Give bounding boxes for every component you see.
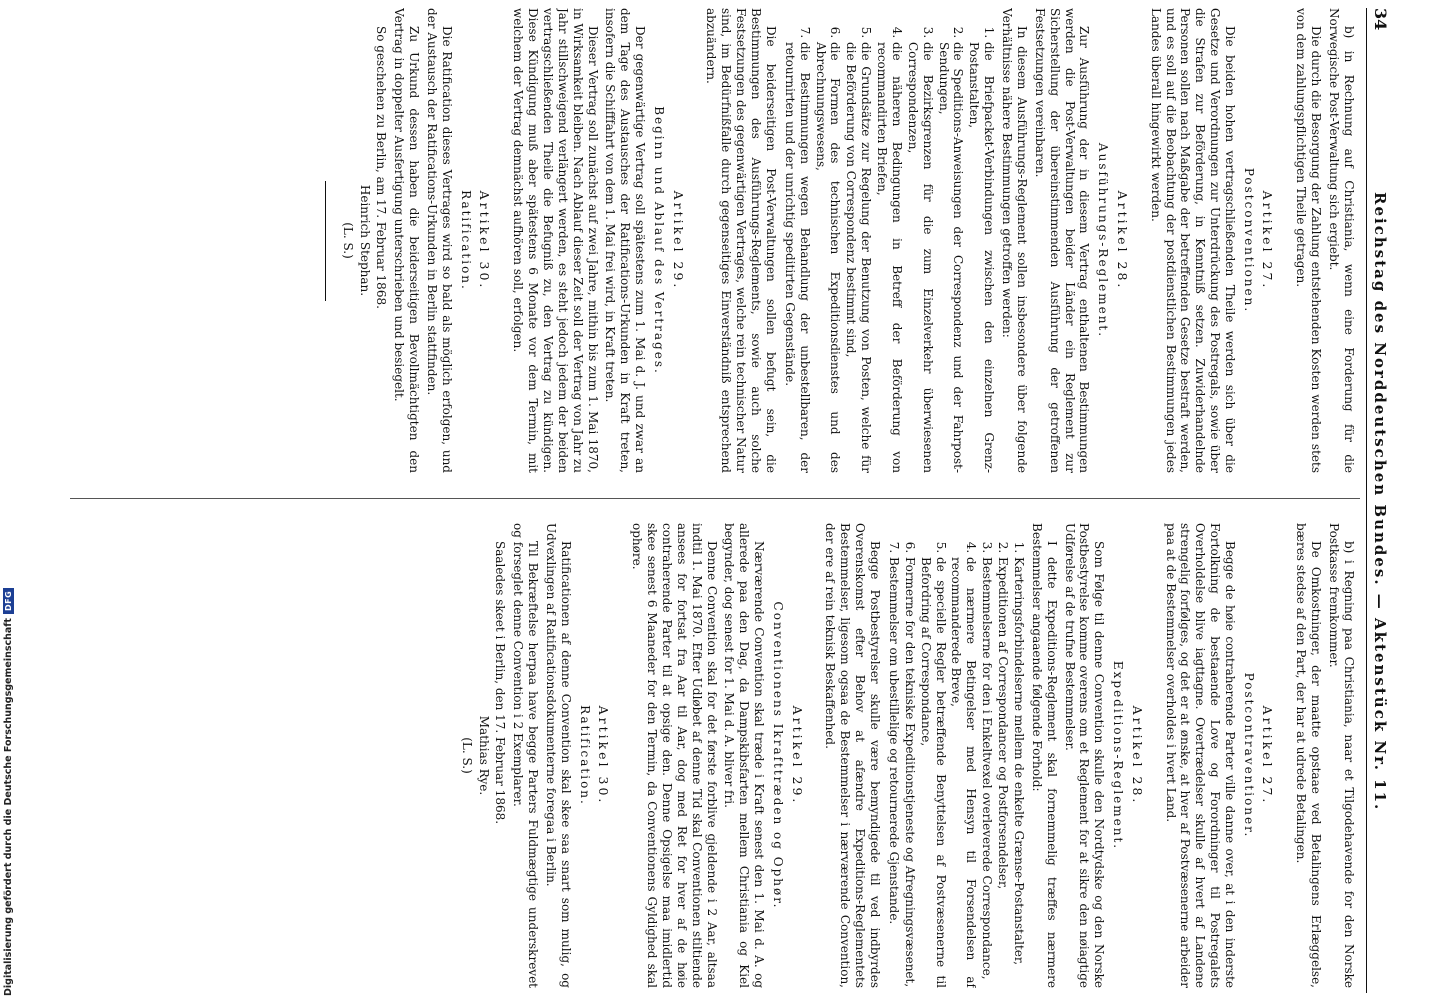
article-29-subheading: Conventionens Ikrafttræden og Ophør. [771,601,786,910]
signatory: Mathias Rye. [476,715,491,796]
document-page [46,8,1396,993]
signatory: Heinrich Stephan. [357,184,372,297]
intro-paragraph: De Omkostninger, der maatte opstaae ved Betalingens Erlæggelse, bæres stedse af den Part, der har at udrede Betalingen. [1294,523,1324,988]
digitization-sidebar [0,0,18,1000]
signing-place: Saaledes skeet i Berlin, den 17. Februar 1868. [493,541,508,825]
article-30-subheading: Ratification. [458,190,473,291]
article-27-subheading: Postcontraventioner. [1242,672,1256,839]
norwegian-column [76,523,1356,988]
article-28-paragraph-1: Som Følge til denne Convention skulle den Nordtydske og den Norske Postbestyrelse komme overens om et Reglement for at sikre den nøiagtige Udførelse af de trufne Bestemmelser. [1062,523,1107,988]
list-item: 5. die Grundsätze zur Regelung der Benutzung von Posten, welche für die Beförderung von Correspondenz bestimmt sind, [844,42,874,473]
sidebar-credit-text: Digitalisierung gefördert durch die Deutsche Forschungsgemeinschaft [3,618,14,996]
article-28-list [782,8,996,473]
article-27-paragraph: Die beiden hohen vertragschließenden Theile werden sich über die Gesetze und Verordnungen zur Unterdrückung des Postregals, sowie über die Strafen zur Beförderung, in Kenntniß setzen. Zuwiderhandelnde Personen sollen nach Maßgabe der betreffenden Gesetze bestraft werden, und es soll auf die Beobachtung der postdienstlichen Bestimmungen jedes Landes überall hingewirkt werden. [1148,8,1238,473]
list-item: 5. de specielle Regler betræffende Benyttelsen af Postvæsenerne til Befordring af Correspondance, [918,557,948,988]
article-28-paragraph-3: Begge Postbestyrelser skulle være bemyndigede til ved indbyrdes Overenskomst efter Behov at afændre Expeditions-Reglementets Bestemmelser, ligesom ogsaa de Bestemmelser i nærværende Convention, der ere af rein teknisk Beskaffenhed. [823,523,883,988]
article-28-paragraph-2: I dette Expeditions-Reglement skal fornemmelig træffes nærmere Bestemmelser angaaende følgende Forhold: [1029,523,1059,988]
page-title: Reichstag des Norddeutschen Bundes. — Aktenstück Nr. 11. [1370,192,1389,812]
article-30-paragraph-2: Til Bekræftelse herpaa have begge Parters Fuldmægtige underskrevet og forseglet denne Convention i 2 Exemplarer. [511,523,541,988]
column-divider [70,498,1360,499]
article-27-heading: Artikel 27. [1260,190,1276,291]
list-item: 6. Formerne for den tekniske Expeditionstjeneste og Afregningsvæsenet, [902,557,917,988]
intro-item-b: b) i Regning paa Christiania, naar et Tilgodehavende for den Norske Postkasse fremkommer. [1327,523,1356,988]
list-item: 6. die Formen des technischen Expeditionsdienstes und des Abrechnungswesens, [813,42,843,473]
article-29-subheading: Beginn und Ablauf des Vertrages. [652,106,667,375]
article-28-subheading: Expeditions-Reglement. [1111,660,1126,851]
article-28-heading: Artikel 28. [1129,705,1145,806]
list-item: 3. Bestemmelserne for den i Enkeltvexel overleverede Correspondance, [979,557,994,988]
article-27-subheading: Postconventionen. [1242,167,1256,314]
seal: (L. S.) [340,222,355,259]
list-item: 1. die Briefpacket-Verbindungen zwischen den einzelnen Grenz-Postanstalten, [967,42,997,473]
page-number: 34 [1370,8,1390,31]
article-29-heading: Artikel 29. [789,705,805,806]
list-item: 4. die näheren Bedingungen in Betreff der Beförderung von recommandirten Briefen, [874,42,904,473]
list-item: 2. Expeditionen af Correspondancer og Postforsendelser, [995,557,1010,988]
article-30-paragraph-1: Die Ratification dieses Vertrages wird so bald als möglich erfolgen, und der Austausch der Ratifications-Urkunden in Berlin stattfinden. [425,8,454,473]
article-30-heading: Artikel 30. [596,705,612,806]
list-item: 4. de nærmere Betingelser med Hensyn til Forsendelsen af recommanderede Breve, [949,557,979,988]
article-30-paragraph-2: Zu Urkund dessen haben die beiderseitigen Bevollmächtigten den Vertrag in doppelter Ausfertigung unterschrieben und besiegelt. [392,8,422,473]
article-28-paragraph-2: In diesem Ausführungs-Reglement sollen insbesondere über folgende Verhältnisse nähere Bestimmungen getroffen werden: [1000,8,1029,473]
sidebar-credit [3,556,14,996]
article-29-paragraph-1: Der gegenwärtige Vertrag soll spätestens zum 1. Mai d. J. und zwar an dem Tage des Austausches der Ratifications-Urkunden in Kraft treten, insofern die Schifffahrt von dem 1. Mai frei wird, in Kraft treten. [603,8,648,473]
article-27-heading: Artikel 27. [1260,705,1276,806]
article-28-list [886,523,1026,988]
article-28-paragraph-1: Zur Ausführung der in diesem Vertrag enthaltenen Bestimmungen werden die Post-Verwaltungen beider Länder ein Reglement zur Sicherstellung der übereinstimmenden Ausführung der getroffenen Festsetzungen vereinbaren. [1032,8,1092,473]
article-29-paragraph-2: Denne Convention skal for det første forblive gjeldende i 2 Aar, altsaa indtil 1. Mai 1870. Efter Udløbet af denne Tid skal Conventionen stiltiende ansees for fortsat fra Aar til Aar, dog med Ret for hver af de høie contraherende Parter til at opsige den. Denne Opsigelse maa imidlertid skee senest 6 Maaneder for den Termin, da Conventionens Gyldighed skal ophøre. [630,523,719,988]
list-item: 7. Bestemmelser om ubestillelige og retournerede Gjenstande. [886,557,901,988]
article-27-paragraph: Begge de høie contraherende Parter ville danne over, at i den inderste Fortolkning de bestaaende Love og Forordninger til Postregalets Overholdelse blive iagttagne. Overtrædelser skulle af hvert af Landene strengelig forfølges, og det er at ønske, at hver af Postvæsenerne arbeider paa at de Bestemmelser overholdes i hvert Land. [1163,523,1238,988]
article-28-subheading: Ausführungs-Reglement. [1096,142,1111,339]
article-30-heading: Artikel 30. [477,190,493,291]
end-rule [325,181,326,301]
seal: (L. S.) [459,737,474,774]
article-30-subheading: Ratification. [577,705,592,806]
intro-item-b: b) in Rechnung auf Christiania, wenn eine Forderung für die Norwegische Post-Verwaltung sich ergiebt. [1327,8,1356,473]
article-28-heading: Artikel 28. [1114,190,1130,291]
article-29-heading: Artikel 29. [670,190,686,291]
article-29-paragraph-2: Dieser Vertrag soll zunächst auf zwei Jahre, mithin bis zum 1. Mai 1870, in Wirksamkeit bleiben. Nach Ablauf dieser Zeit soll der Vertrag von Jahr zu Jahr stillschweigend verlängert werden, es steht jedoch jedem der beiden vertragschließenden Theile die Befugniß zu, den Vertrag zu kündigen. Diese Kündigung muß aber spätestens 6 Monate vor dem Termin, mit welchem der Vertrag demnächst aufhören soll, erfolgen. [511,8,600,473]
page-header [1366,8,1396,993]
list-item: 2. die Speditions-Anweisungen der Correspondenz und der Fahrpost-Sendungen, [936,42,966,473]
dfg-logo: DFG [3,588,14,614]
list-item: 1. Karteringsforbindelserne mellem de enkelte Grænse-Postanstalter, [1011,557,1026,988]
intro-paragraph: Die durch die Besorgung der Zahlung entstehenden Kosten werden stets von dem zahlungspflichtigen Theile getragen. [1294,8,1324,473]
article-28-paragraph-3: Die beiderseitigen Post-Verwaltungen sollen befugt sein, die Bestimmungen des Ausführungs-Reglements, sowie auch solche Festsetzungen des gegenwärtigen Vertrages, welche rein technischer Natur sind, im Bedürfnißfalle durch gegenseitiges Einverständniß entsprechend abzuändern. [704,8,778,473]
german-column [76,8,1356,473]
list-item: 7. die Bestimmungen wegen Behandlung der unbestellbaren, der retournirten und der unrichtig speditirten Gegenstände. [782,42,812,473]
signing-place: So geschehen zu Berlin, am 17. Februar 1868. [374,26,389,309]
list-item: 3. die Bezirksgrenzen für die zum Einzelverkehr überwiesenen Correspondenzen, [905,42,935,473]
article-29-paragraph-1: Nærværende Convention skal træde i Kraft senest den 1. Mai d. A. og allerede paa den Dag, da Dampskibsfarten mellem Christiania og Kiel begynder, dog senest for 1. Mai d. A. bliver fri. [722,523,767,988]
article-30-paragraph-1: Ratificationen af denne Convention skal skee saa snart som mulig, og Udvexlingen af Ratificationsdokumenterne foregaa i Berlin. [544,523,573,988]
